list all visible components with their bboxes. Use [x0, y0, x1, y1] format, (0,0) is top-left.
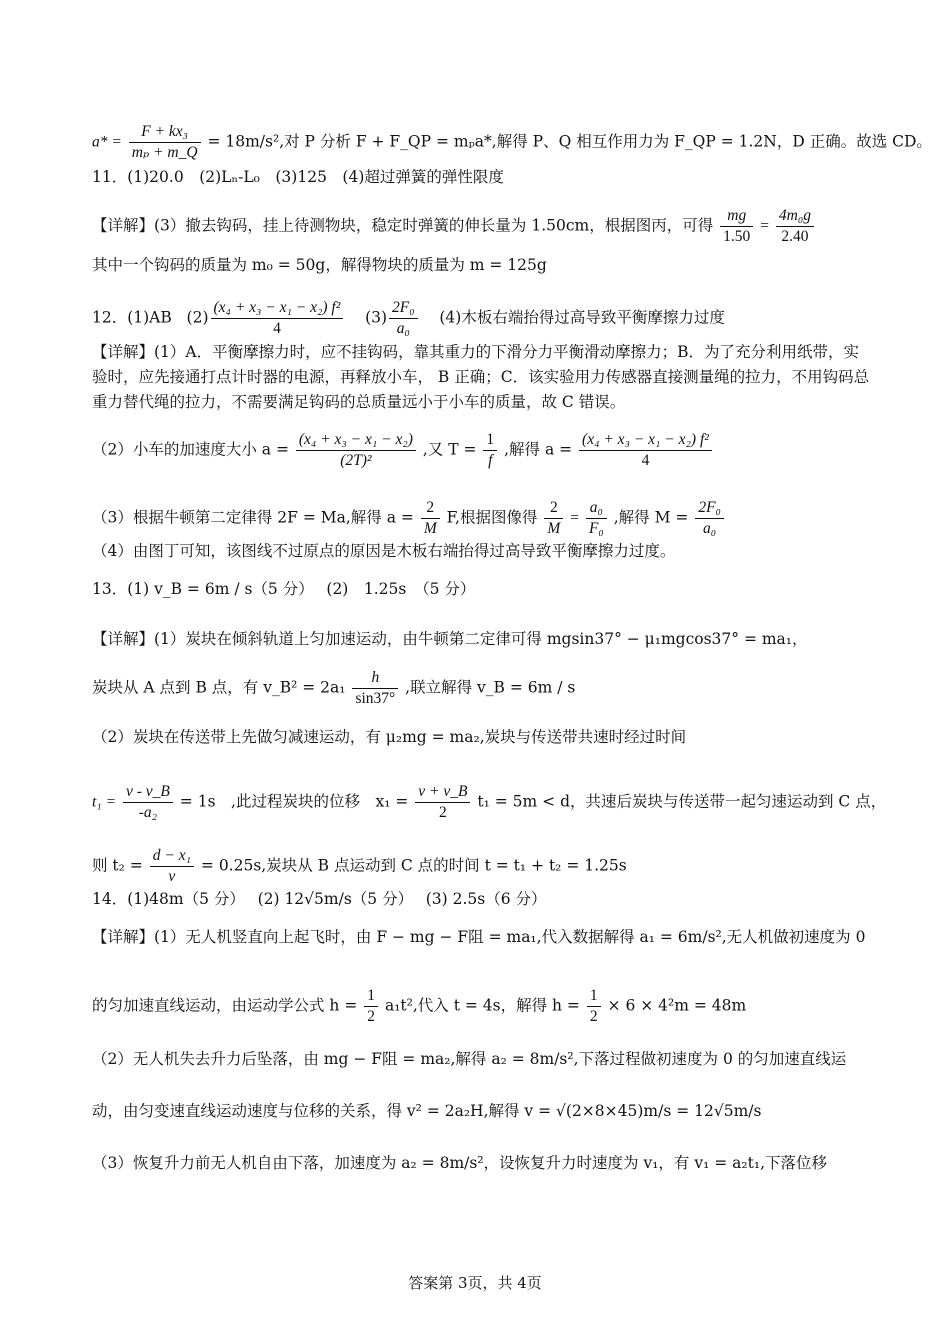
q13-d5-prefix: 则 t₂ =: [92, 856, 143, 875]
q13-d2-prefix: 炭块从 A 点到 B 点，有 v_B² = 2a₁: [92, 678, 346, 697]
q12-d3-a-frac: [421, 498, 440, 539]
q12-part3-num: 2F₀: [389, 298, 418, 319]
q14-d2-den: 2: [367, 1008, 376, 1025]
q13-d5-den: v: [168, 868, 176, 885]
q11-frac-right-num: 4m₀g: [776, 206, 814, 227]
q13-answer: 13．(1) v_B = 6m / s（5 分） (2) 1.25s （5 分）: [92, 580, 476, 598]
q14-detail-5: （3）恢复升力前无人机自由下落，加速度为 a₂ = 8m/s²，设恢复升力时速度为 v₁，有 v₁ = a₂t₁,下落位移: [92, 1154, 827, 1172]
q12-part4: (4)木板右端抬得过高导致平衡摩擦力过度: [439, 308, 725, 327]
q11-detail: [92, 206, 870, 247]
q12-d2-T-den: f: [488, 452, 493, 469]
q12-detail-3: [92, 498, 870, 539]
q12-d3-suffix: ,解得 M =: [613, 508, 689, 527]
q14-detail-1: 【详解】(1）无人机竖直向上起飞时，由 F − mg − F阻 = ma₁,代入数据解得 a₁ = 6m/s²,无人机做初速度为 0: [92, 928, 866, 946]
q13-d4-x-num: v + v_B: [415, 782, 470, 803]
q12-detail-2: [92, 430, 870, 471]
q12-d3-mid: F,根据图像得: [446, 508, 538, 527]
q14-detail-3: （2）无人机失去升力后坠落，由 mg − F阻 = ma₂,解得 a₂ = 8m/s²,下落过程做初速度为 0 的匀加速直线运: [92, 1050, 847, 1068]
q12-d3-result-den: a₀: [703, 520, 717, 537]
q13-d4-x-frac: [415, 782, 470, 823]
q12-d2-result-num: (x₄ + x₃ − x₁ − x₂) f²: [579, 430, 712, 451]
page-footer: 答案第 3页，共 4页: [408, 1274, 542, 1292]
q12-part1: 12．(1)AB: [92, 308, 172, 327]
q12-d3-b-den: M: [547, 520, 561, 537]
q13-d4-num: v - v_B: [123, 782, 173, 803]
q12-d3-result-frac: [695, 498, 724, 539]
q13-d5-suffix: = 0.25s,炭块从 B 点运动到 C 点的时间 t = t₁ + t₂ = 1.25s: [200, 856, 627, 875]
q11-frac-left-num: mg: [720, 206, 753, 227]
q13-d4-frac: [123, 782, 173, 823]
q12-d2-T-frac: [483, 430, 497, 471]
q12-d2-prefix: （2）小车的加速度大小 a =: [92, 440, 289, 459]
q12-d2-suffix: ,解得 a =: [504, 440, 573, 459]
q11-answer: 11．(1)20.0 (2)Lₙ-L₀ (3)125 (4)超过弹簧的弹性限度: [92, 168, 504, 186]
q13-d4-t1: t₁ =: [92, 793, 117, 811]
q12-d2-T-num: 1: [483, 430, 497, 451]
q13-detail-3: （2）炭块在传送带上先做匀减速运动，有 μ₂mg = ma₂,炭块与传送带共速时经过时间: [92, 728, 687, 746]
q11-detail-text: 【详解】(3）撤去钩码，挂上待测物块，稳定时弹簧的伸长量为 1.50cm，根据图丙，可得: [92, 216, 714, 235]
q10-frac-num: F + kx₃: [129, 122, 201, 143]
q12-part2-frac: [211, 298, 344, 339]
q14-d2-suffix: × 6 × 4²m = 48m: [607, 996, 747, 1015]
q12-d3-b-num: 2: [544, 498, 563, 519]
q12-d2-den: (2T)²: [340, 452, 372, 469]
q12-d2-result-frac: [579, 430, 712, 471]
q14-detail-4: 动，由匀变速直线运动速度与位移的关系，得 v² = 2a₂H,解得 v = √(2×8×45)m/s = 12√5m/s: [92, 1102, 762, 1120]
q10-fraction: [129, 122, 201, 163]
q12-d2-frac: [296, 430, 416, 471]
q12-d2-num: (x₄ + x₃ − x₁ − x₂): [296, 430, 416, 451]
q14-d2-frac: [364, 986, 378, 1027]
q12-d3-c-den: F₀: [588, 520, 604, 537]
q12-d3-a-den: M: [423, 520, 437, 537]
q12-detail-4: （4）由图丁可知，该图线不过原点的原因是木板右端抬得过高导致平衡摩擦力过度。: [92, 542, 676, 560]
q14-d2-mid: a₁t²,代入 t = 4s，解得 h =: [384, 996, 580, 1015]
a-star-symbol: a* =: [92, 133, 122, 151]
q13-d5-frac: [150, 846, 194, 887]
equals-sign: =: [760, 217, 769, 235]
q14-detail-2: [92, 986, 870, 1027]
q10-frac-den: mₚ + m_Q: [131, 144, 198, 161]
q12-d3-b-frac: [544, 498, 563, 539]
q10-tail-line: [92, 122, 932, 163]
q13-d4-den: -a₂: [138, 804, 158, 821]
q13-d2-den: sin37°: [355, 690, 396, 707]
q14-d2-den2: 2: [589, 1008, 598, 1025]
q11-frac-right: [776, 206, 814, 247]
q13-d2-num: h: [352, 668, 398, 689]
q12-d3-prefix: （3）根据牛顿第二定律得 2F = Ma,解得 a =: [92, 508, 414, 527]
q10-tail-text: = 18m/s²,对 P 分析 F + F_QP = mₚa*,解得 P、Q 相互作用力为 F_QP = 1.2N，D 正确。故选 CD。: [207, 132, 932, 151]
q11-frac-right-den: 2.40: [781, 228, 809, 245]
q12-d3-a-num: 2: [421, 498, 440, 519]
q12-part2-den: 4: [273, 320, 281, 337]
q13-d2-frac: [352, 668, 398, 709]
q12-d3-c-num: a₀: [586, 498, 607, 519]
q11-frac-left: [720, 206, 753, 247]
q13-detail-5: [92, 846, 870, 887]
q14-d2-num: 1: [364, 986, 378, 1007]
q13-d4-mid: = 1s ,此过程炭块的位移 x₁ =: [179, 792, 409, 811]
q13-d4-x-den: 2: [438, 804, 447, 821]
q12-part2-num: (x₄ + x₃ − x₁ − x₂) f²: [211, 298, 344, 319]
q13-detail-1: 【详解】(1）炭块在倾斜轨道上匀加速运动，由牛顿第二定律可得 mgsin37° − μ₁mgcos37° = ma₁，: [92, 630, 808, 648]
q13-detail-4: [92, 782, 887, 823]
equals-sign: =: [570, 509, 579, 527]
q12-part3-den: a₀: [396, 320, 410, 337]
q13-detail-2: [92, 668, 870, 709]
q12-d3-c-frac: [586, 498, 607, 539]
q14-answer: 14．(1)48m（5 分） (2) 12√5m/s（5 分） (3) 2.5s（6 分）: [92, 890, 547, 908]
q12-detail-1: 【详解】(1）A．平衡摩擦力时，应不挂钩码，靠其重力的下滑分力平衡滑动摩擦力；B．为了充分利用纸带，实验时，应先接通打点计时器的电源，再释放小车， B 正确；C．该实验用力传感器直接测量绳的拉力，不用钩码总重力替代绳的拉力，不需要满足钩码的总质量远小于小车的质量，故 C 错误。: [92, 343, 870, 411]
q14-d2-frac2: [587, 986, 601, 1027]
q11-frac-left-den: 1.50: [723, 228, 751, 245]
q12-part3-frac: [389, 298, 418, 339]
q12-answer: 12．(1)AB (2) $\frac{\text{(x₄ + x₃ − x₁ − x₂) f²}}{4}$ (3) $\frac{\text{2F₀}}{\text{a₀}}$ (4)木板右端抬得过高导致平衡摩擦力过度: [92, 299, 725, 337]
q11-mass: 其中一个钩码的质量为 m₀ = 50g，解得物块的质量为 m = 125g: [92, 256, 547, 274]
q13-d5-num: d − x₁: [150, 846, 194, 867]
q12-d2-result-den: 4: [641, 452, 650, 469]
q13-d4-suffix: t₁ = 5m < d，共速后炭块与传送带一起匀速运动到 C 点，: [477, 792, 887, 811]
q14-d2-num2: 1: [587, 986, 601, 1007]
q12-d3-result-num: 2F₀: [695, 498, 724, 519]
q14-d2-prefix: 的匀加速直线运动，由运动学公式 h =: [92, 996, 358, 1015]
q12-d2-mid: ,又 T =: [422, 440, 477, 459]
q13-d2-suffix: ,联立解得 v_B = 6m / s: [405, 678, 576, 697]
